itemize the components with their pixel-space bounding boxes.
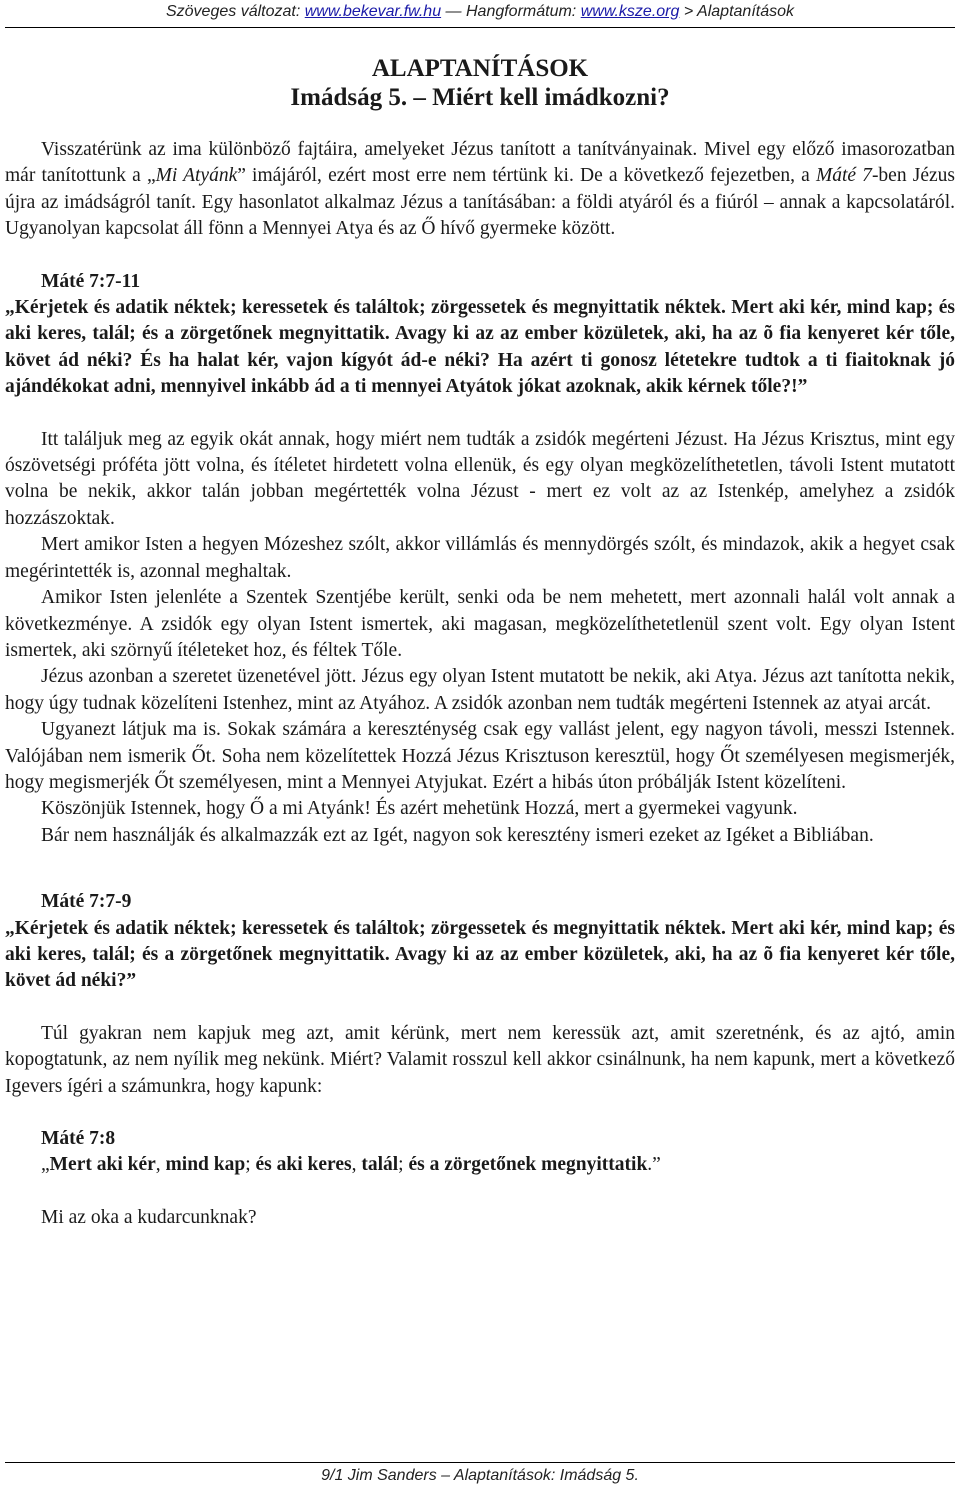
body-paragraph: Amikor Isten jelenléte a Szentek Szentjébe került, senki oda be nem mehetett, mert azonnali halál volt annak a következménye. A zsidók egy olyan Istent ismertek, aki magasan, megközelíthetetlenül szent volt. Egy olyan Istent ismertek, aki szörnyű ítéleteket hoz, és féltek Tőle. [5, 587, 955, 661]
para-2: Túl gyakran nem kapjuk meg azt, amit kérünk, mert nem keressük azt, amit szeretnénk, és az ajtó, amin kopogtatunk, az nem nyílik meg nekünk. Miért? Valamit rosszul kell akkor csinálnunk, ha nem kapunk, mert a következő Igevers ígéri a számunkra, hogy kapunk: [5, 1022, 955, 1097]
intro-text-1: Visszatérünk az ima különböző fajtáira, amelyeket Jézus tanított a tanítványainak. Mivel egy előző imasorozatban már tanítottunk a „ [5, 139, 955, 187]
title-line-1: ALAPTANÍTÁSOK [371, 55, 589, 82]
verse-quote-2: „Kérjetek és adatik néktek; keressetek és találtok; zörgessetek és megnyittatik néktek. Mert aki kér, mind kap; és aki keres, talál; és a zörgetőnek megnyittatik. Avagy ki az az ember közületek, aki, ha az õ fia kenyeret kér tőle, követ ád néki?” [5, 917, 955, 992]
title-line-2: Imádság 5. – Miért kell imádkozni? [290, 84, 670, 111]
verse-quote-1: „Kérjetek és adatik néktek; keressetek és találtok; zörgessetek és megnyittatik néktek. Mert aki kér, mind kap; és aki keres, talál; és a zörgetőnek megnyittatik. Avagy ki az az ember közületek, aki, ha az õ fia kenyeret kér tőle, követ ád néki? És ha halat kér, vajon kígyót ád-e néki? Ha azért ti gonosz létetekre tudtok a ti fiaitoknak jó ajándékokat adni, mennyivel inkább ád a ti mennyei Atyátok jókat azoknak, akik kérnek tőle?!” [5, 297, 955, 398]
closing-question: Mi az oka a kudarcunknak? [41, 1206, 257, 1228]
body-paragraph: Itt találjuk meg az egyik okát annak, hogy miért nem tudták a zsidók megérteni Jézust. Ha Jézus Krisztus, mint egy ószövetségi próféta jött volna, és ítéletet hirdetett volna ellenük, és egy olyan megközelíthetetlen, távoli Istent mutatott volna be nekik, akkor talán jobban megértették volna Jézust - mert ez volt az az Istenkép, amelyhez a zsidók hozzászoktak. [5, 428, 955, 529]
intro-text-2: ” imájáról, ezért most erre nem tértünk ki. De a következő fejezetben, a [237, 165, 816, 187]
body-paragraph: Jézus azonban a szeretet üzenetével jött. Jézus egy olyan Istent mutatott be nekik, aki Atya. Jézus azt tanította nekik, hogy úgy tudnak közelíteni Istenhez, mint az Atyához. A zsidók azonban nem tudták megérteni Istennek az atyai arcát. [5, 666, 955, 714]
header-suffix: > Alaptanítások [679, 3, 794, 20]
intro-text-3: -ben Jézus újra az imádságról tanít. Egy hasonlatot alkalmaz Jézus a tanításában: a földi atyáról és a fiúról – annak a kapcsolatáról. Ugyanolyan kapcsolat áll fönn a Mennyei Atya és az Ő hívő gyermeke között. [5, 165, 955, 240]
page-footer: 9/1 Jim Sanders – Alaptanítások: Imádság 5. [321, 1467, 639, 1484]
document-title [5, 54, 955, 112]
body-paragraph: Ugyanezt látjuk ma is. Sokak számára a kereszténység csak egy vallást jelent, egy nagyon távoli, messzi Istennek. Valójában nem ismerik Őt. Soha nem közelítettek Hozzá Jézus Krisztuson keresztül, hogy Őt személyesen megismerjék, hogy megismerjék Őt személyesen, mint a Mennyei Atyjukat. Ezért a hibás úton próbálják Istent közelíteni. [5, 719, 955, 793]
body-paragraph: Bár nem használják és alkalmazzák ezt az Igét, nagyon sok keresztény ismeri ezeket az Igéket a Bibliában. [41, 824, 874, 846]
intro-mi-atyank: Mi Atyánk [155, 165, 238, 187]
page-header [0, 3, 960, 21]
bekevar-link[interactable]: www.bekevar.fw.hu [304, 3, 442, 20]
intro-mate-ref: Máté 7 [815, 165, 872, 187]
verse-ref-3: Máté 7:8 [41, 1128, 116, 1149]
ksze-link[interactable]: www.ksze.org [580, 3, 680, 20]
footer-divider [5, 1462, 955, 1463]
header-middle: — Hangformátum: [441, 3, 581, 20]
intro-paragraph [5, 137, 955, 243]
verse-ref-2: Máté 7:7-9 [41, 891, 132, 913]
header-prefix: Szöveges változat: [165, 3, 305, 20]
body-paragraph: Köszönjük Istennek, hogy Ő a mi Atyánk! És azért mehetünk Hozzá, mert a gyermekei vagyunk. [41, 798, 798, 820]
verse-ref-1: Máté 7:7-11 [41, 270, 141, 292]
document-body [5, 54, 955, 1231]
verse-quote-3: „Mert aki kér, mind kap; és aki keres, talál; és a zörgetőnek megnyittatik.” [41, 1154, 661, 1176]
body-paragraph: Mert amikor Isten a hegyen Mózeshez szólt, akkor villámlás és mennydörgés szólt, és mindazok, akik a hegyet csak megérintették is, azonnal meghaltak. [5, 534, 955, 582]
header-divider [5, 27, 955, 28]
